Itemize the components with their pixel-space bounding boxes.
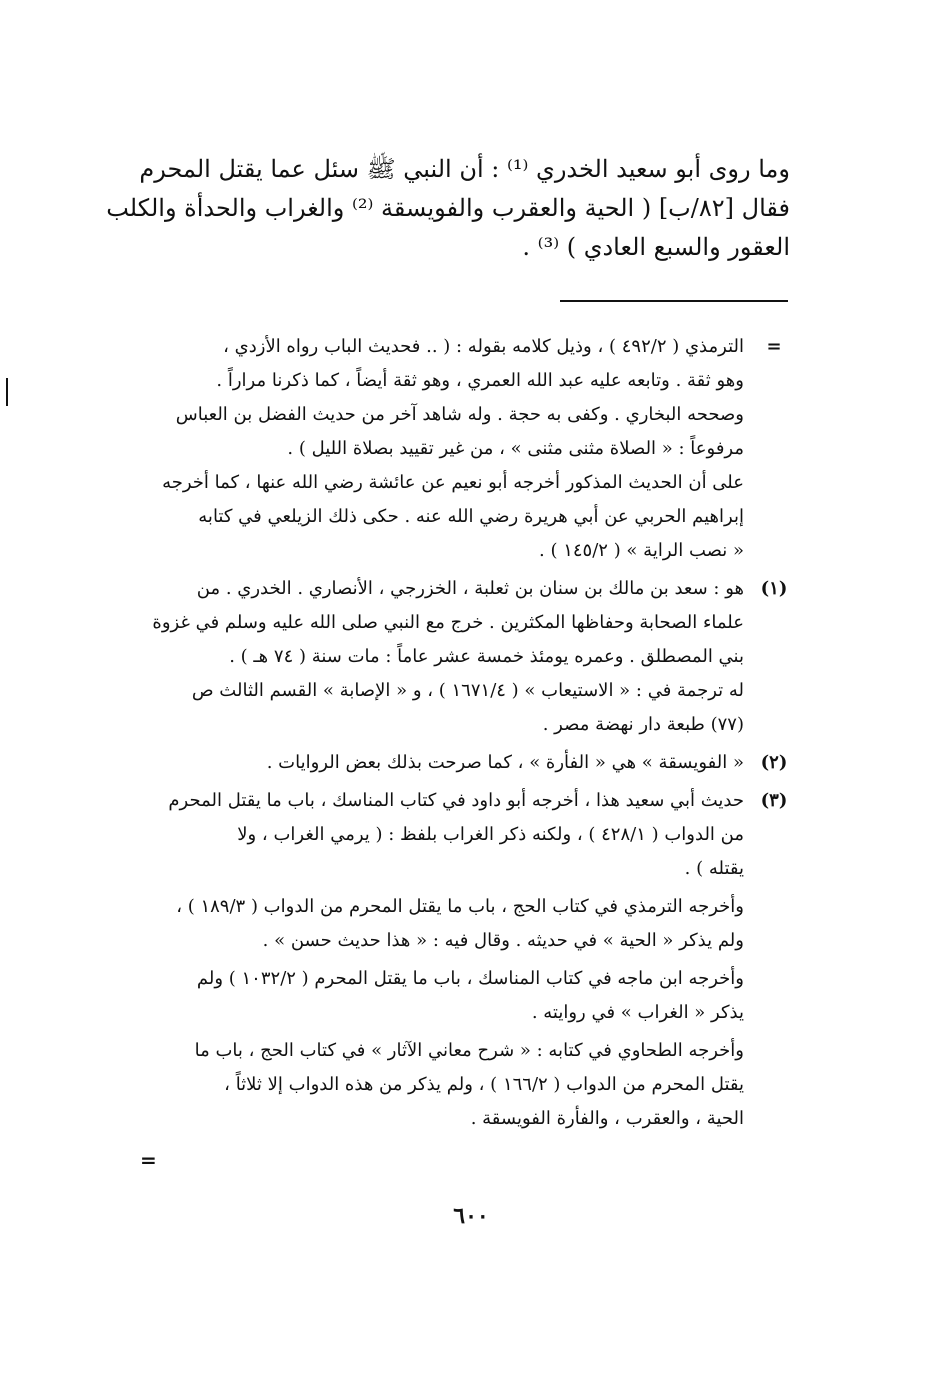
footnote-marker: = [766,336,782,357]
footnotes [140,330,796,1140]
footnote-line: من الدواب ( ٤٢٨/١ ) ، ولكنه ذكر الغراب بلفظ : ( يرمي الغراب ، ولا [237,824,744,845]
footnote-marker: (٢) [760,752,788,773]
footnote-line: يقتل المحرم من الدواب ( ١٦٦/٢ ) ، ولم يذكر من هذه الدواب إلا ثلاثاً ، [224,1074,744,1095]
footnote-marker: (١) [760,578,788,599]
footnote-line: يذكر « الغراب » في روايته . [531,1002,744,1023]
footnote-2 [140,746,796,780]
footnote-line: الترمذي ( ٤٩٢/٢ ) ، وذيل كلامه بقوله : ( .. فحديث الباب رواه الأزدي ، [223,336,744,357]
footnote-line: مرفوعاً : « الصلاة مثنى مثنى » ، من غير تقييد بصلاة الليل ) . [287,438,744,459]
footnote-line: (٧٧) طبعة دار نهضة مصر . [542,714,744,735]
footnote-line: « نصب الراية » ( ١٤٥/٢ ) . [539,540,744,561]
footnote-line: الحية ، والعقرب ، والفأرة الفويسقة . [470,1108,744,1129]
footnote-line: بني المصطلق . وعمره يومئذ خمسة عشر عاماً : مات سنة ( ٧٤ هـ ) . [229,646,744,667]
footnote-line: هو : سعد بن مالك بن سنان بن ثعلبة ، الخزرجي ، الأنصاري . الخدري . من [196,578,744,599]
main-text-line: العقور والسبع العادي ) ⁽³⁾ . [522,233,790,261]
footnote-line: وصححه البخاري . وكفى به حجة . وله شاهد آخر من حديث الفضل بن العباس [175,404,744,425]
footnote-line: ولم يذكر « الحية » في حديثه . وقال فيه : « هذا حديث حسن » . [262,930,744,951]
footnote-line: وأخرجه الترمذي في كتاب الحج ، باب ما يقتل المحرم من الدواب ( ١٨٩/٣ ) ، [176,896,744,917]
footnote-marker: (٣) [760,790,788,811]
footnote-continuation [140,330,796,568]
footnote-line: علماء الصحابة وحفاظها المكثرين . خرج مع النبي صلى الله عليه وسلم في غزوة [152,612,744,633]
footnote-line: على أن الحديث المذكور أخرجه أبو نعيم عن عائشة رضي الله عنها ، كما أخرجه [162,472,744,493]
main-text-line: فقال [٨٢/ب] ( الحية والعقرب والفويسقة ⁽²⁾ والغراب والحدأة والكلب [106,194,790,222]
footnote-3 [140,784,796,1136]
footnote-line: وأخرجه الطحاوي في كتابه : « شرح معاني الآثار » في كتاب الحج ، باب ما [194,1040,744,1061]
footnote-line: له ترجمة في : « الاستيعاب » ( ١٦٧١/٤ ) ، و « الإصابة » القسم الثالث ص [191,680,744,701]
footnote-line: وهو ثقة . وتابعه عليه عبد الله العمري ، وهو ثقة أيضاً ، كما ذكرنا مراراً . [216,370,744,391]
main-text [106,150,790,267]
footnote-separator [560,300,788,302]
page-number: ٦٠٠ [453,1203,489,1229]
margin-mark [6,378,8,406]
main-text-line: وما روى أبو سعيد الخدري ⁽¹⁾ : أن النبي ﷺ سئل عما يقتل المحرم [139,155,790,183]
footnote-line: حديث أبي سعيد هذا ، أخرجه أبو داود في كتاب المناسك ، باب ما يقتل المحرم [168,790,744,811]
footnote-line: وأخرجه ابن ماجه في كتاب المناسك ، باب ما يقتل المحرم ( ١٠٣٢/٢ ) ولم [196,968,744,989]
footnote-line: إبراهيم الحربي عن أبي هريرة رضي الله عنه . حكى ذلك الزيلعي في كتابه [198,506,744,527]
continuation-marker: = [140,1148,157,1172]
footnote-1 [140,572,796,742]
footnote-line: « الفويسقة » هي « الفأرة » ، كما صرحت بذلك بعض الروايات . [266,752,744,773]
footnote-line: يقتله ) . [684,858,744,879]
